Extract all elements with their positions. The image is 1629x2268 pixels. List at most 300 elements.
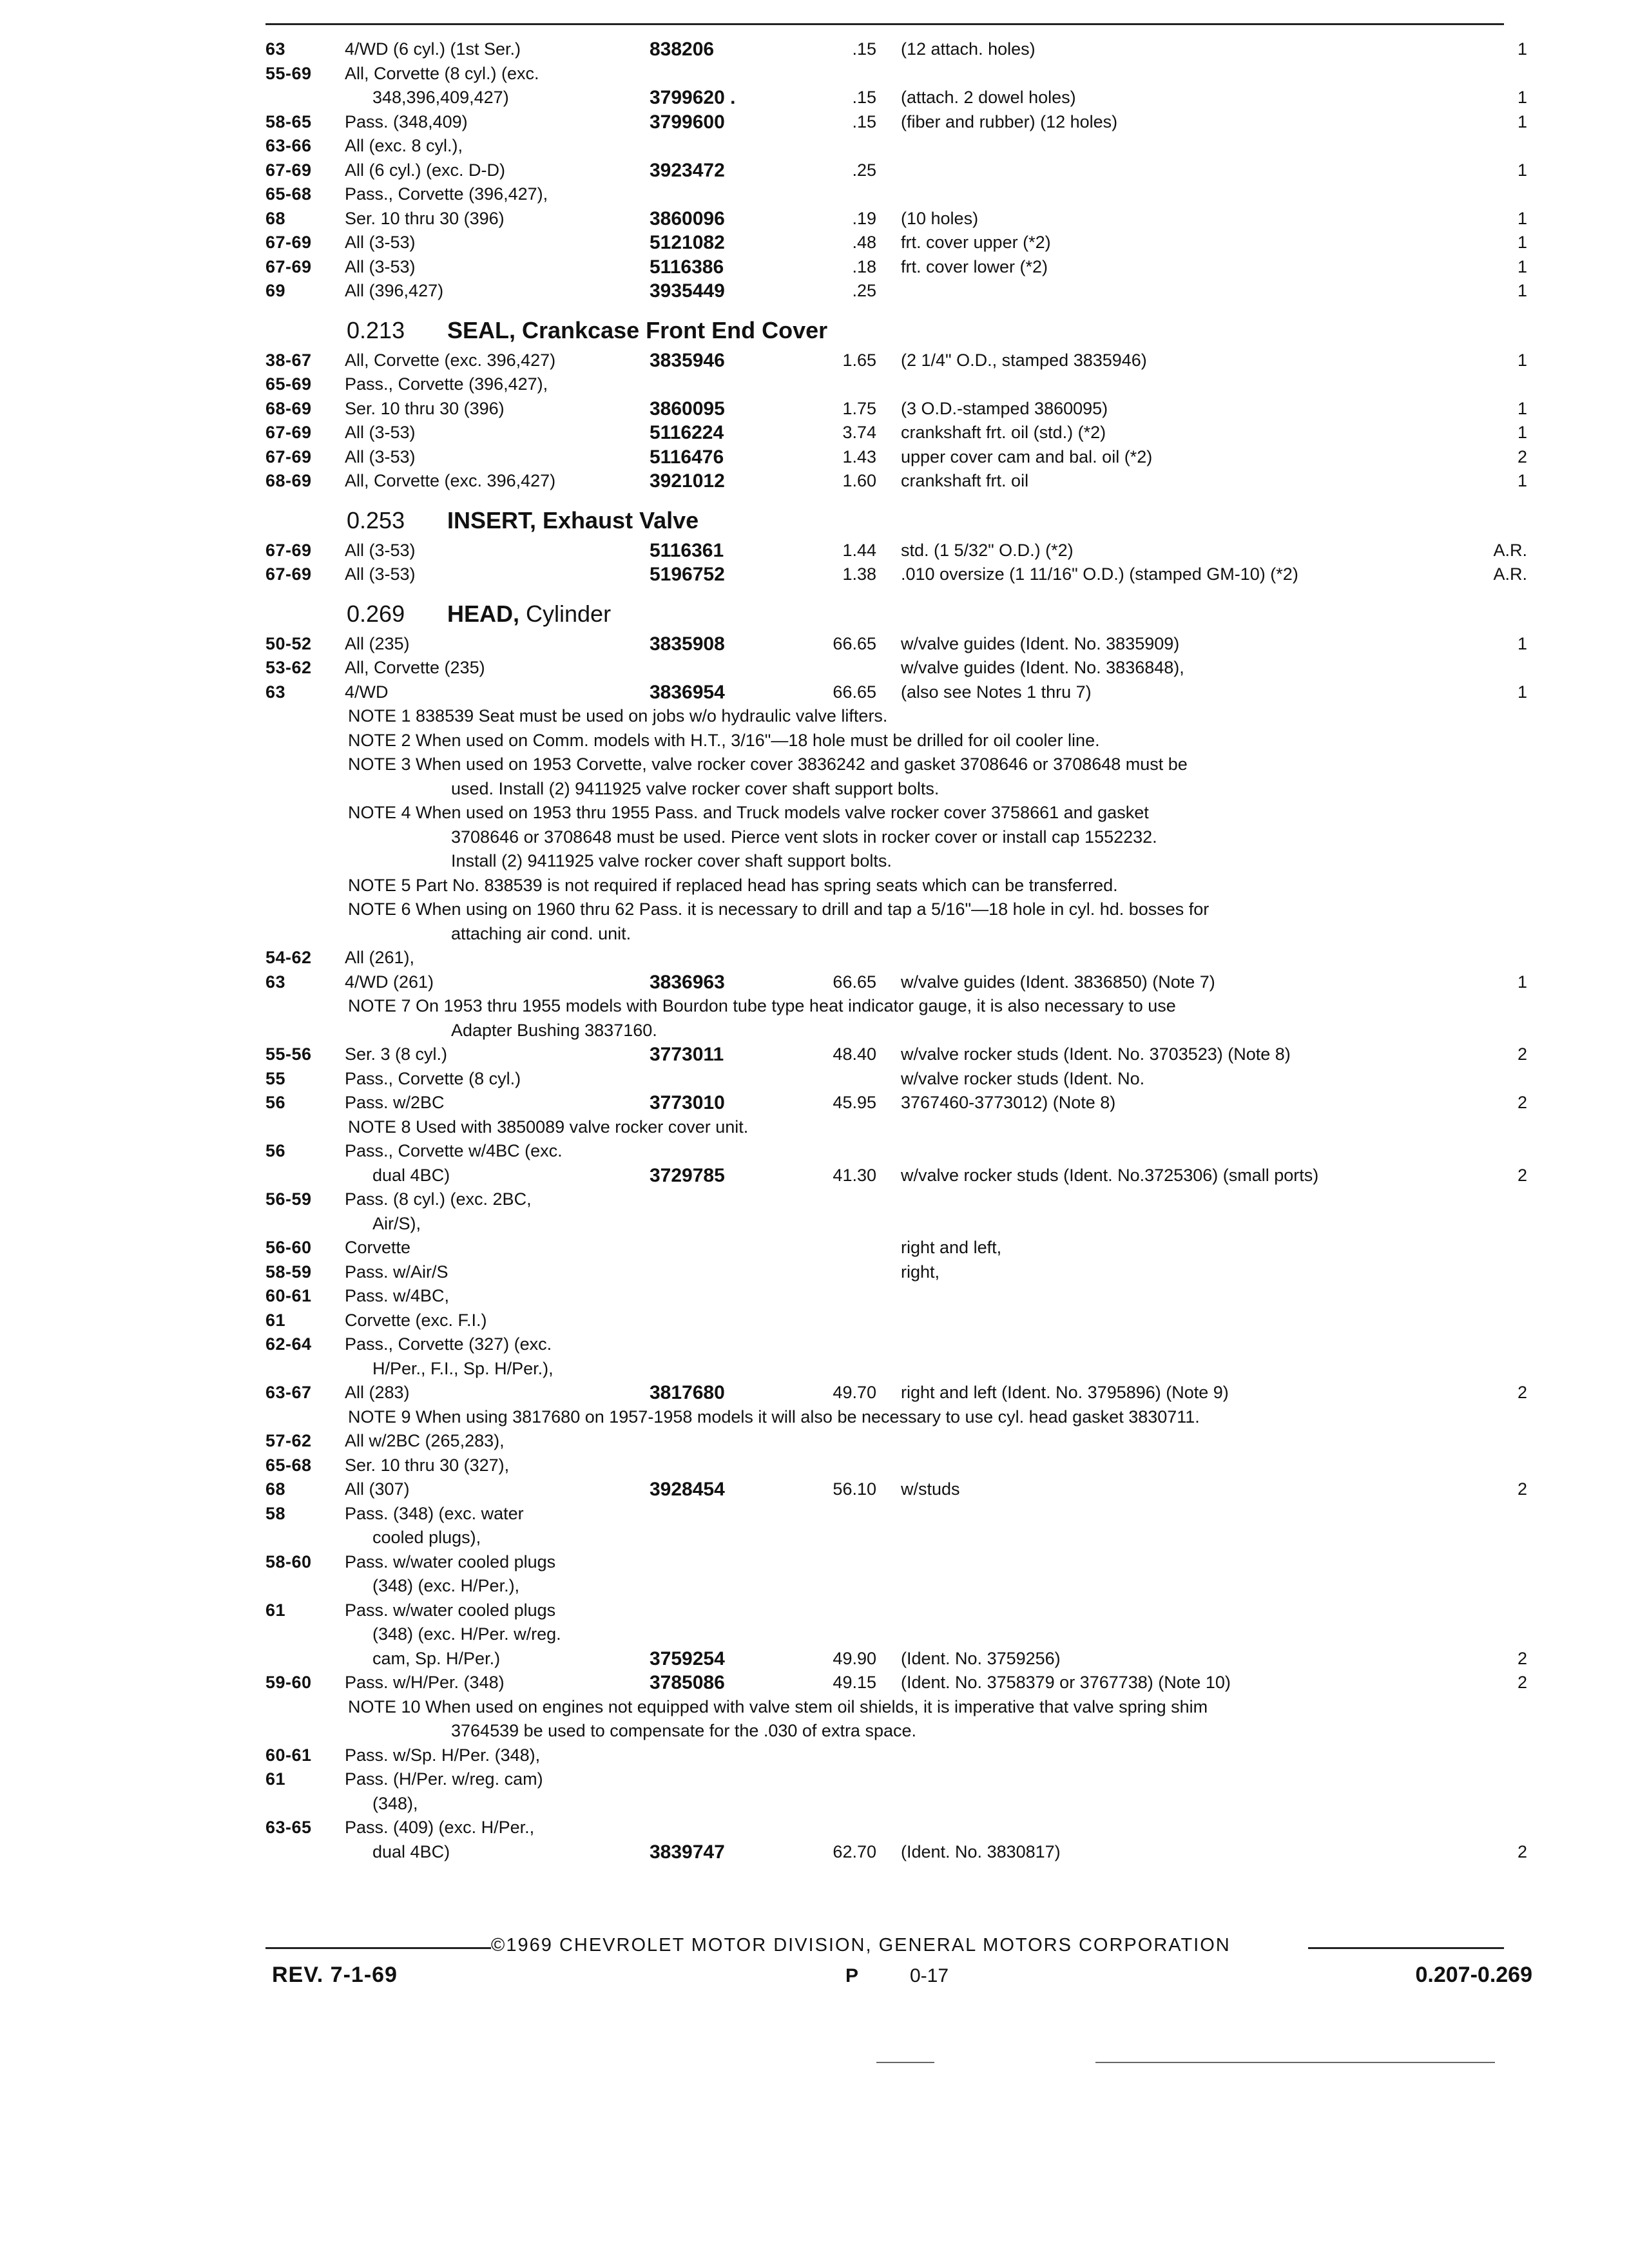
remarks: w/valve guides (Ident. No. 3836848),: [901, 658, 1184, 677]
table-row: [0, 372, 1629, 397]
section-title-sub: Cylinder: [526, 600, 612, 627]
application: 4/WD (261): [345, 972, 434, 992]
application: Pass. (H/Per. w/reg. cam): [345, 1769, 543, 1789]
quantity: 2: [1517, 1673, 1527, 1692]
remarks: w/valve rocker studs (Ident. No.3725306) (small ports): [901, 1165, 1319, 1185]
application: All (3-53): [345, 423, 416, 442]
note-row: [0, 1719, 1629, 1744]
part-number: 3839747: [650, 1841, 725, 1863]
remarks: .010 oversize (1 11/16" O.D.) (stamped GM-10) (*2): [901, 564, 1298, 584]
application: Ser. 10 thru 30 (396): [345, 208, 505, 228]
note-text: NOTE 7 On 1953 thru 1955 models with Bourdon tube type heat indicator gauge, it is also necessary to use: [348, 996, 1176, 1015]
part-number: 3860096: [650, 207, 725, 229]
table-row: [0, 1477, 1629, 1502]
quantity: 1: [1517, 208, 1527, 228]
list-price: 56.10: [833, 1479, 876, 1499]
application: All (3-53): [345, 564, 416, 584]
application: dual 4BC): [372, 1165, 450, 1185]
note-text: NOTE 6 When using on 1960 thru 62 Pass. it is necessary to drill and tap a 5/16"—18 hole in cyl. hd. bosses for: [348, 899, 1210, 919]
remarks: (fiber and rubber) (12 holes): [901, 111, 1118, 131]
application: Corvette: [345, 1238, 411, 1257]
model-years: 67-69: [265, 233, 312, 252]
remarks: frt. cover upper (*2): [901, 233, 1051, 252]
list-price: .48: [852, 233, 876, 252]
application: All (261),: [345, 948, 415, 967]
remarks: right and left,: [901, 1238, 1002, 1257]
table-row: [0, 562, 1629, 587]
part-number: 3835908: [650, 633, 725, 655]
model-years: 54-62: [265, 948, 312, 967]
list-price: 41.30: [833, 1165, 876, 1185]
remarks: w/valve guides (Ident. No. 3835909): [901, 633, 1180, 653]
table-row: [0, 1792, 1629, 1816]
application: Pass. w/H/Per. (348): [345, 1673, 505, 1692]
table-row: [0, 349, 1629, 373]
application: All (235): [345, 633, 410, 653]
model-years: 62-64: [265, 1334, 312, 1354]
list-price: 1.38: [842, 564, 876, 584]
application: All, Corvette (8 cyl.) (exc.: [345, 63, 539, 83]
note-row: [0, 874, 1629, 898]
quantity: 1: [1517, 111, 1527, 131]
table-row: [0, 1139, 1629, 1164]
table-row: [0, 1767, 1629, 1792]
remarks: (attach. 2 dowel holes): [901, 88, 1076, 107]
model-years: 61: [265, 1310, 286, 1330]
application: All, Corvette (exc. 396,427): [345, 471, 556, 490]
table-row: [0, 397, 1629, 421]
list-price: .15: [852, 39, 876, 59]
application: All w/2BC (265,283),: [345, 1431, 505, 1450]
application: Pass., Corvette w/4BC (exc.: [345, 1141, 563, 1160]
quantity: 1: [1517, 350, 1527, 370]
application: Pass., Corvette (396,427),: [345, 184, 548, 204]
remarks: w/valve rocker studs (Ident. No. 3703523) (Note 8): [901, 1044, 1291, 1064]
list-price: .25: [852, 281, 876, 300]
model-years: 58-65: [265, 111, 312, 131]
scan-mark: [1095, 2062, 1495, 2063]
list-price: 48.40: [833, 1044, 876, 1064]
list-price: 66.65: [833, 972, 876, 992]
table-row: [0, 159, 1629, 183]
application: 4/WD (6 cyl.) (1st Ser.): [345, 39, 521, 59]
table-row: [0, 1187, 1629, 1212]
application: Ser. 3 (8 cyl.): [345, 1044, 448, 1064]
table-row: [0, 946, 1629, 970]
table-row: [0, 1526, 1629, 1550]
table-row: [0, 231, 1629, 255]
application: Pass. w/Sp. H/Per. (348),: [345, 1745, 541, 1765]
application: Ser. 10 thru 30 (327),: [345, 1455, 510, 1475]
model-years: 53-62: [265, 658, 312, 677]
quantity: 1: [1517, 471, 1527, 490]
quantity: 2: [1517, 1044, 1527, 1064]
application: (348),: [372, 1793, 418, 1813]
application: Pass., Corvette (8 cyl.): [345, 1068, 521, 1088]
table-row: [0, 1236, 1629, 1260]
model-years: 55-56: [265, 1044, 312, 1064]
list-price: 1.44: [842, 540, 876, 560]
model-years: 61: [265, 1600, 286, 1620]
remarks: upper cover cam and bal. oil (*2): [901, 447, 1153, 466]
part-number: 5116386: [650, 256, 724, 278]
quantity: 2: [1517, 1383, 1527, 1402]
note-text: NOTE 10 When used on engines not equipped with valve stem oil shields, it is imperative that valve spring shim: [348, 1696, 1208, 1716]
application: Pass. w/2BC: [345, 1093, 445, 1112]
application: Pass. w/water cooled plugs: [345, 1600, 556, 1620]
application: All (3-53): [345, 233, 416, 252]
table-row: [0, 1043, 1629, 1067]
table-row: [0, 1840, 1629, 1865]
table-row: [0, 1454, 1629, 1478]
table-row: [0, 1284, 1629, 1309]
table-row: [0, 680, 1629, 705]
note-row: [0, 704, 1629, 729]
section-number: 0.253: [347, 506, 405, 533]
model-years: 68: [265, 208, 286, 228]
section-title: [447, 596, 611, 632]
table-row: [0, 86, 1629, 110]
part-number: 3835946: [650, 349, 725, 371]
application: (348) (exc. H/Per. w/reg.: [372, 1624, 561, 1644]
quantity: 2: [1517, 1093, 1527, 1112]
application: Pass. (409) (exc. H/Per.,: [345, 1818, 535, 1837]
model-years: 56-59: [265, 1189, 312, 1209]
model-years: 63: [265, 682, 286, 702]
list-price: 1.43: [842, 447, 876, 466]
model-years: 68: [265, 1479, 286, 1499]
quantity: 1: [1517, 423, 1527, 442]
table-row: [0, 445, 1629, 470]
section-number: 0.213: [347, 316, 405, 343]
part-number: 3935449: [650, 280, 725, 302]
application: All (3-53): [345, 540, 416, 560]
application: Pass. (348) (exc. water: [345, 1503, 524, 1523]
list-price: 49.90: [833, 1648, 876, 1668]
model-years: 56: [265, 1093, 286, 1112]
model-years: 56-60: [265, 1238, 312, 1257]
list-price: 1.75: [842, 398, 876, 418]
group-range: 0.207-0.269: [1415, 1963, 1532, 1987]
note-row: [0, 729, 1629, 753]
parts-list: [0, 37, 1629, 1864]
model-years: 60-61: [265, 1745, 312, 1765]
quantity: 2: [1517, 1648, 1527, 1668]
model-years: 65-69: [265, 374, 312, 394]
note-row: [0, 1019, 1629, 1043]
quantity: 1: [1517, 39, 1527, 59]
remarks: (12 attach. holes): [901, 39, 1036, 59]
table-row: [0, 469, 1629, 494]
application: Pass. w/4BC,: [345, 1286, 450, 1305]
table-row: [0, 1067, 1629, 1091]
model-years: 50-52: [265, 633, 312, 653]
list-price: 66.65: [833, 633, 876, 653]
model-years: 69: [265, 281, 286, 300]
application: Pass., Corvette (327) (exc.: [345, 1334, 552, 1354]
list-price: 49.15: [833, 1673, 876, 1692]
remarks: w/studs: [901, 1479, 960, 1499]
part-number: 5121082: [650, 232, 725, 253]
remarks: (also see Notes 1 thru 7): [901, 682, 1092, 702]
table-row: [0, 1212, 1629, 1236]
model-years: 61: [265, 1769, 286, 1789]
application: All, Corvette (235): [345, 658, 485, 677]
table-row: [0, 1260, 1629, 1285]
table-row: [0, 1622, 1629, 1647]
quantity: 1: [1517, 88, 1527, 107]
model-years: 60-61: [265, 1286, 312, 1305]
model-years: 63-67: [265, 1383, 312, 1402]
application: All (3-53): [345, 256, 416, 276]
application: All (6 cyl.) (exc. D-D): [345, 160, 505, 180]
model-years: 63-66: [265, 136, 312, 155]
note-text: 3764539 be used to compensate for the .030 of extra space.: [451, 1721, 916, 1740]
table-row: [0, 110, 1629, 135]
application: All (3-53): [345, 447, 416, 466]
remarks: 3767460-3773012) (Note 8): [901, 1093, 1116, 1112]
quantity: 1: [1517, 972, 1527, 992]
model-years: 63: [265, 972, 286, 992]
table-row: [0, 255, 1629, 280]
application: All (exc. 8 cyl.),: [345, 136, 463, 155]
remarks: frt. cover lower (*2): [901, 256, 1048, 276]
table-row: [0, 1574, 1629, 1599]
model-years: 67-69: [265, 540, 312, 560]
table-row: [0, 1647, 1629, 1671]
table-row: [0, 1164, 1629, 1188]
section-number: 0.269: [347, 600, 405, 627]
model-years: 58-60: [265, 1552, 312, 1571]
list-price: .15: [852, 88, 876, 107]
model-years: 58-59: [265, 1262, 312, 1282]
table-row: [0, 1816, 1629, 1840]
section-header-seal: [0, 312, 1629, 349]
part-number: 3836954: [650, 681, 725, 703]
table-row: [0, 1599, 1629, 1623]
remarks: (Ident. No. 3759256): [901, 1648, 1061, 1668]
model-years: 63: [265, 39, 286, 59]
application: All (283): [345, 1383, 410, 1402]
remarks: crankshaft frt. oil: [901, 471, 1029, 490]
remarks: w/valve guides (Ident. 3836850) (Note 7): [901, 972, 1215, 992]
table-row: [0, 1357, 1629, 1381]
table-row: [0, 970, 1629, 995]
table-row: [0, 182, 1629, 207]
note-row: [0, 753, 1629, 777]
model-years: 58: [265, 1503, 286, 1523]
application: Pass., Corvette (396,427),: [345, 374, 548, 394]
application: cam, Sp. H/Per.): [372, 1648, 501, 1668]
model-years: 68-69: [265, 471, 312, 490]
quantity: 1: [1517, 233, 1527, 252]
seal-group: [0, 349, 1629, 494]
note-row: [0, 994, 1629, 1019]
model-years: 68-69: [265, 398, 312, 418]
application: Pass. (8 cyl.) (exc. 2BC,: [345, 1189, 532, 1209]
quantity: 2: [1517, 1841, 1527, 1861]
part-number: 3729785: [650, 1164, 725, 1186]
page-prefix: P: [845, 1965, 859, 1986]
part-number: 3923472: [650, 159, 725, 181]
part-number: 5116476: [650, 446, 724, 468]
list-price: 45.95: [833, 1093, 876, 1112]
page-number: 0-17: [910, 1965, 949, 1986]
part-number: 3928454: [650, 1479, 725, 1500]
list-price: 62.70: [833, 1841, 876, 1861]
model-years: 67-69: [265, 447, 312, 466]
part-number: 3799600: [650, 111, 725, 133]
list-price: .19: [852, 208, 876, 228]
quantity: 1: [1517, 256, 1527, 276]
note-row: [0, 1115, 1629, 1140]
note-text: NOTE 1 838539 Seat must be used on jobs w/o hydraulic valve lifters.: [348, 706, 888, 726]
quantity: A.R.: [1493, 540, 1527, 560]
application: Ser. 10 thru 30 (396): [345, 398, 505, 418]
part-number: 3860095: [650, 398, 725, 419]
model-years: 56: [265, 1141, 286, 1160]
model-years: 67-69: [265, 256, 312, 276]
quantity: 2: [1517, 1479, 1527, 1499]
section-title-main: HEAD,: [447, 600, 526, 627]
note-row: [0, 1405, 1629, 1430]
application: Pass. (348,409): [345, 111, 468, 131]
part-number: 3773010: [650, 1092, 725, 1113]
quantity: 1: [1517, 398, 1527, 418]
table-row: [0, 62, 1629, 86]
model-years: 65-68: [265, 1455, 312, 1475]
model-years: 67-69: [265, 160, 312, 180]
list-price: 1.65: [842, 350, 876, 370]
revision-date: REV. 7-1-69: [272, 1963, 398, 1987]
application: dual 4BC): [372, 1841, 450, 1861]
remarks: crankshaft frt. oil (std.) (*2): [901, 423, 1106, 442]
quantity: A.R.: [1493, 564, 1527, 584]
copyright-notice: ©1969 CHEVROLET MOTOR DIVISION, GENERAL MOTORS CORPORATION: [491, 1935, 1231, 1956]
note-text: NOTE 3 When used on 1953 Corvette, valve rocker cover 3836242 and gasket 3708646 or 3708648 must be: [348, 754, 1188, 774]
remarks: (Ident. No. 3830817): [901, 1841, 1061, 1861]
table-row: [0, 134, 1629, 159]
quantity: 1: [1517, 633, 1527, 653]
note-text: NOTE 9 When using 3817680 on 1957-1958 models it will also be necessary to use cyl. head gasket 3830711.: [348, 1407, 1200, 1427]
part-number: 3921012: [650, 470, 725, 492]
part-number: 5116224: [650, 422, 724, 443]
part-number: 3773011: [650, 1044, 724, 1065]
note-text: NOTE 5 Part No. 838539 is not required if replaced head has spring seats which can be transferred.: [348, 875, 1118, 895]
remarks: std. (1 5/32" O.D.) (*2): [901, 540, 1074, 560]
table-row: [0, 632, 1629, 657]
application: H/Per., F.I., Sp. H/Per.),: [372, 1358, 554, 1378]
model-years: 38-67: [265, 350, 312, 370]
quantity: 1: [1517, 281, 1527, 300]
table-row: [0, 1309, 1629, 1333]
model-years: 67-69: [265, 423, 312, 442]
note-text: Adapter Bushing 3837160.: [451, 1020, 657, 1040]
table-row: [0, 1502, 1629, 1526]
note-row: [0, 849, 1629, 874]
application: All (396,427): [345, 281, 444, 300]
application: Pass. w/water cooled plugs: [345, 1552, 556, 1571]
list-price: .25: [852, 160, 876, 180]
part-number: 3836963: [650, 971, 725, 993]
note-text: 3708646 or 3708648 must be used. Pierce vent slots in rocker cover or install cap 1552232.: [451, 827, 1157, 847]
top-rule: [265, 23, 1504, 25]
section-header-head: [0, 596, 1629, 632]
model-years: 57-62: [265, 1431, 312, 1450]
table-row: [0, 421, 1629, 445]
section-title: INSERT, Exhaust Valve: [447, 506, 699, 533]
table-row: [0, 1744, 1629, 1768]
application: Corvette (exc. F.I.): [345, 1310, 487, 1330]
model-years: 55: [265, 1068, 286, 1088]
list-price: 66.65: [833, 682, 876, 702]
part-number: 3799620 .: [650, 87, 736, 108]
table-row: [0, 1671, 1629, 1695]
part-number: 3785086: [650, 1672, 725, 1693]
application: (348) (exc. H/Per.),: [372, 1576, 520, 1595]
part-number: 5116361: [650, 539, 724, 561]
part-number: 3817680: [650, 1382, 725, 1403]
table-row: [0, 279, 1629, 303]
section-title: SEAL, Crankcase Front End Cover: [447, 316, 828, 343]
note-row: [0, 801, 1629, 825]
note-text: NOTE 8 Used with 3850089 valve rocker cover unit.: [348, 1117, 749, 1137]
section-header-insert: [0, 503, 1629, 539]
remarks: (3 O.D.-stamped 3860095): [901, 398, 1108, 418]
note-text: used. Install (2) 9411925 valve rocker cover shaft support bolts.: [451, 778, 940, 798]
note-text: attaching air cond. unit.: [451, 923, 631, 943]
note-row: [0, 777, 1629, 802]
table-row: [0, 1550, 1629, 1575]
table-row: [0, 37, 1629, 62]
application: 4/WD: [345, 682, 389, 702]
remarks: right,: [901, 1262, 940, 1282]
remarks: right and left (Ident. No. 3795896) (Note 9): [901, 1383, 1229, 1402]
application: All, Corvette (exc. 396,427): [345, 350, 556, 370]
list-price: 49.70: [833, 1383, 876, 1402]
remarks: (Ident. No. 3758379 or 3767738) (Note 10): [901, 1673, 1231, 1692]
footer-rule-left: [265, 1947, 491, 1949]
scan-mark: [876, 2062, 934, 2063]
model-years: 63-65: [265, 1818, 312, 1837]
note-text: NOTE 2 When used on Comm. models with H.T., 3/16"—18 hole must be drilled for oil cooler line.: [348, 730, 1100, 750]
application: Pass. w/Air/S: [345, 1262, 448, 1282]
quantity: 1: [1517, 682, 1527, 702]
quantity: 2: [1517, 447, 1527, 466]
note-row: [0, 825, 1629, 850]
table-row: [0, 539, 1629, 563]
part-number: 3759254: [650, 1648, 725, 1669]
table-row: [0, 1332, 1629, 1357]
list-price: .18: [852, 256, 876, 276]
quantity: 1: [1517, 160, 1527, 180]
head-group: [0, 632, 1629, 1865]
list-price: 3.74: [842, 423, 876, 442]
application: Air/S),: [372, 1213, 421, 1233]
note-row: [0, 898, 1629, 922]
list-price: 1.60: [842, 471, 876, 490]
table-row: [0, 207, 1629, 231]
table-row: [0, 1381, 1629, 1405]
model-years: 55-69: [265, 63, 312, 83]
gasket-group: [0, 37, 1629, 303]
application: All (307): [345, 1479, 410, 1499]
insert-group: [0, 539, 1629, 587]
note-row: [0, 922, 1629, 947]
note-text: NOTE 4 When used on 1953 thru 1955 Pass. and Truck models valve rocker cover 3758661 and gasket: [348, 803, 1149, 822]
model-years: 65-68: [265, 184, 312, 204]
table-row: [0, 1091, 1629, 1115]
